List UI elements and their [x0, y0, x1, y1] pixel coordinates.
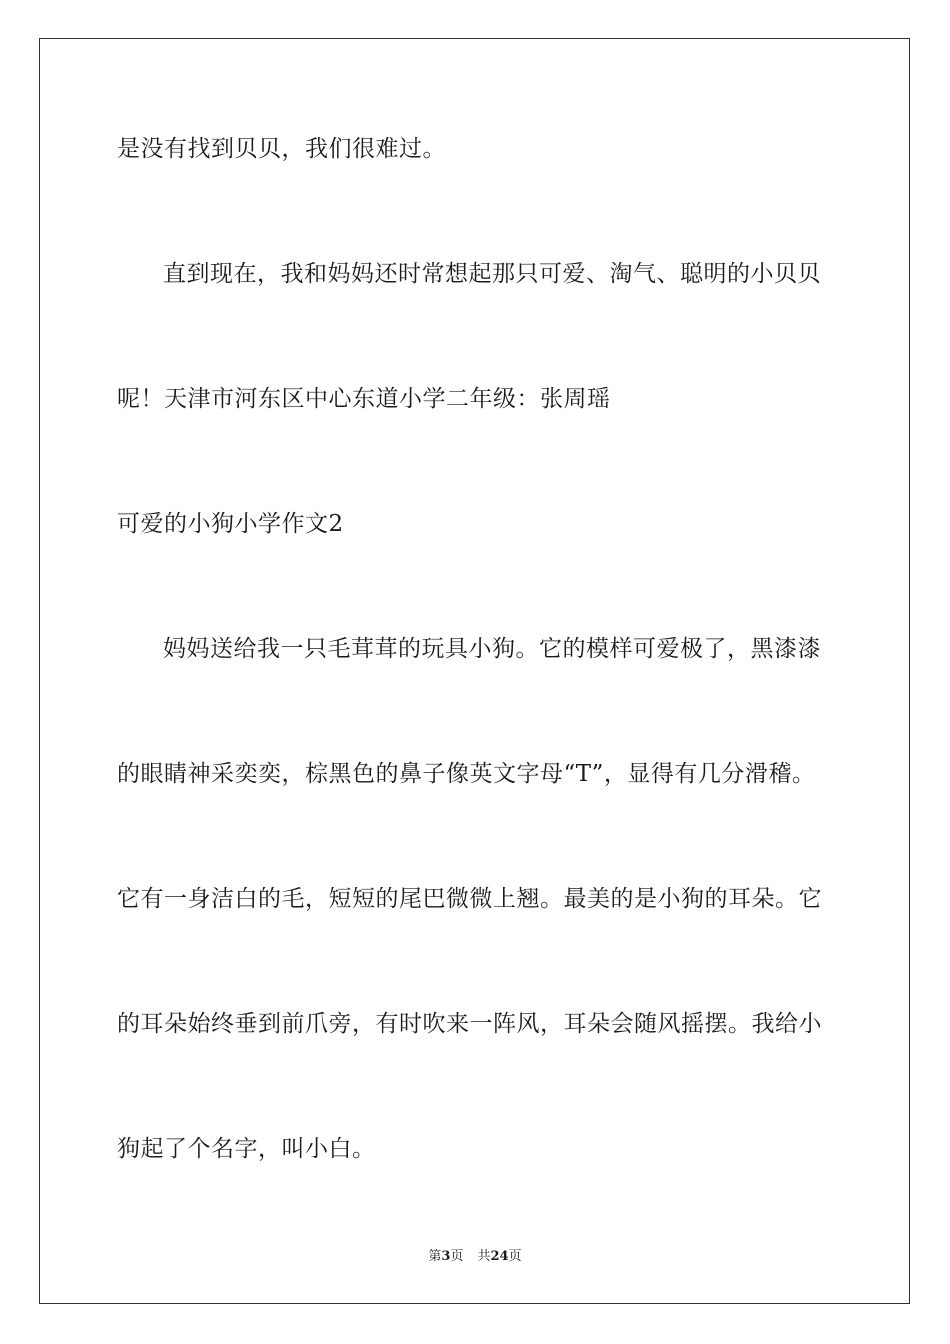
footer-page-suffix: 页 — [450, 1249, 464, 1264]
paragraph-line-7: 它有一身洁白的毛，短短的尾巴微微上翘。最美的是小狗的耳朵。它 — [117, 886, 822, 912]
paragraph-line-1: 是没有找到贝贝，我们很难过。 — [117, 136, 446, 162]
page-border — [39, 38, 910, 1304]
paragraph-line-3: 呢！天津市河东区中心东道小学二年级：张周瑶 — [117, 386, 611, 412]
paragraph-line-9: 狗起了个名字，叫小白。 — [117, 1136, 376, 1162]
page-footer — [0, 1248, 950, 1266]
footer-total-prefix: 共 — [477, 1249, 491, 1264]
section-heading: 可爱的小狗小学作文2 — [117, 511, 344, 537]
paragraph-line-6: 的眼睛神采奕奕，棕黑色的鼻子像英文字母“T”，显得有几分滑稽。 — [117, 761, 816, 787]
footer-total-suffix: 页 — [508, 1249, 522, 1264]
footer-total-pages: 24 — [490, 1249, 509, 1264]
footer-page-prefix: 第 — [428, 1249, 442, 1264]
paragraph-line-2: 直到现在，我和妈妈还时常想起那只可爱、淘气、聪明的小贝贝 — [163, 261, 821, 287]
footer-page-number: 3 — [441, 1249, 451, 1264]
paragraph-line-5: 妈妈送给我一只毛茸茸的玩具小狗。它的模样可爱极了，黑漆漆 — [163, 636, 821, 662]
paragraph-line-8: 的耳朵始终垂到前爪旁，有时吹来一阵风，耳朵会随风摇摆。我给小 — [117, 1011, 822, 1037]
